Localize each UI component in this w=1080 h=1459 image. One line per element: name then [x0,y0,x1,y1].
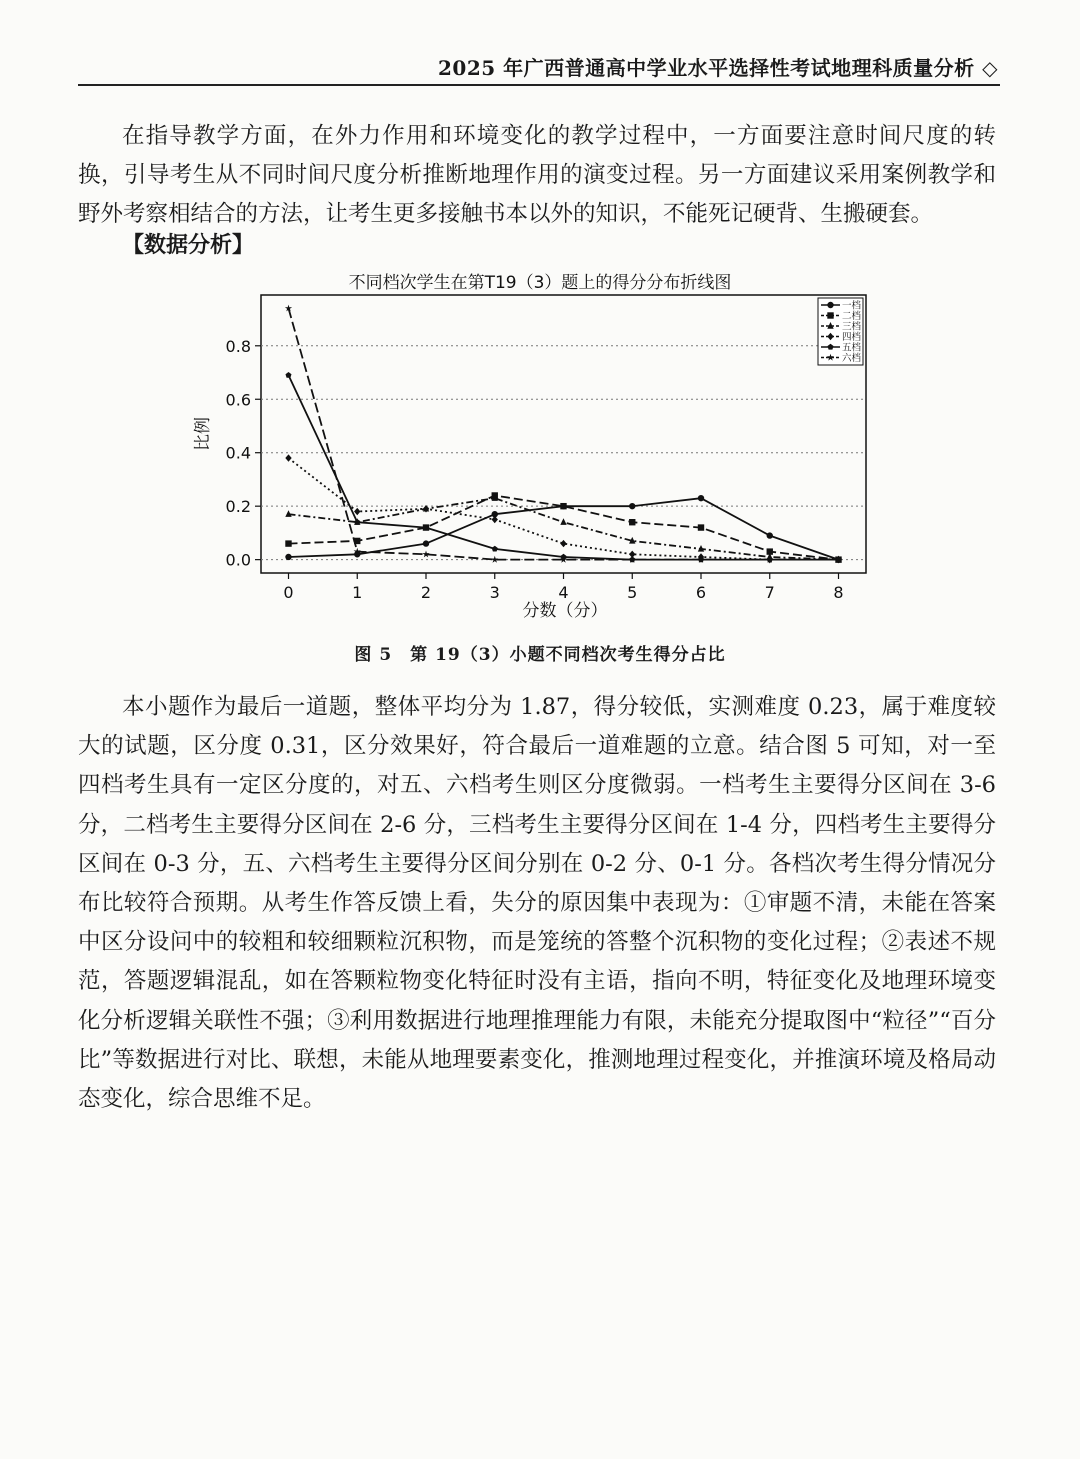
axis-ticks [226,337,844,602]
data-point [698,524,704,530]
y-axis-label: 比例 [193,417,213,451]
data-point [285,540,291,546]
chart-svg [180,262,890,632]
chart-title: 不同档次学生在第T19（3）题上的得分分布折线图 [348,273,732,293]
section-heading: 【数据分析】 [122,232,255,258]
y-tick-label: 0.4 [225,443,251,463]
data-point [354,508,360,515]
data-point [698,495,704,501]
data-point [492,546,498,552]
score-distribution-chart [180,262,890,632]
x-tick-label: 8 [833,583,844,602]
x-tick-label: 6 [695,583,707,602]
analysis-paragraph: 本小题作为最后一道题，整体平均分为 1.87，得分较低，实测难度 0.23，属于难度较大的试题，区分度 0.31，区分效果好，符合最后一道难题的立意。结合图 5 可知，对一至四档考生具有一定区分度的，对五、六档考生则区分度微弱。一档考生主要得分区间在 3-6 分，二档考生主要得分区间在 2-6 分，三档考生主要得分区间在 1-4 分，四档考生主要得分区间在 0-3 分，五、六档考生主要得分区间分别在 0-2 分、0-1 分。各档次考生得分情况分布比较符合预期。从考生作答反馈上看，失分的原因集中表现为：①审题不清，未能在答案中区分设问中的较粗和较细颗粒沉积物，而是笼统的答整个沉积物的变化过程；②表述不规范，答题逻辑混乱，如在答颗粒物变化特征时没有主语，指向不明，特征变化及地理环境变化分析逻辑关联性不强；③利用数据进行地理推理能力有限，未能充分提取图中“粒径”“百分比”等数据进行对比、联想，未能从地理要素变化，推测地理过程变化，并推演环境及格局动态变化，综合思维不足。 [78,694,996,1113]
x-tick-label: 1 [352,583,363,602]
legend [818,298,863,365]
legend-label: 五档 [842,342,862,354]
running-header: 2025 年广西普通高中学业水平选择性考试地理科质量分析 ◇ [438,56,998,80]
data-point [423,540,429,546]
data-point [286,372,292,378]
data-point [560,540,566,547]
x-tick-label: 3 [489,583,500,602]
x-tick-label: 5 [627,583,638,602]
data-point [629,503,635,509]
data-point [491,556,498,563]
data-point [560,518,566,525]
x-tick-label: 2 [420,583,432,602]
data-point [354,519,360,525]
x-tick-label: 0 [283,583,294,602]
data-point [629,519,635,525]
intro-paragraph: 在指导教学方面，在外力作用和环境变化的教学过程中，一方面要注意时间尺度的转换，引导考生从不同时间尺度分析推断地理作用的演变过程。另一方面建议采用案例教学和野外考察相结合的方法，让考生更多接触书本以外的知识，不能死记硬背、生搬硬套。 [78,123,996,227]
legend-label: 四档 [842,332,862,343]
x-tick-label: 7 [764,583,775,602]
legend-label: 三档 [842,321,862,333]
y-tick-label: 0.2 [225,497,251,517]
legend-marker [827,302,833,308]
series-line-5 [289,375,839,559]
x-axis-label: 分数（分） [522,601,608,621]
data-point [285,454,291,461]
figure-caption: 图 5 第 19（3）小题不同档次考生得分占比 [354,645,726,665]
data-point [285,510,291,517]
data-point [560,503,566,509]
legend-label: 六档 [842,353,862,364]
x-tick-label: 4 [558,583,569,602]
data-point [767,532,773,538]
grid-lines [261,346,866,560]
legend-label: 二档 [842,311,862,322]
y-tick-label: 0.0 [225,550,251,570]
data-point [285,554,291,560]
y-tick-label: 0.6 [225,390,251,410]
y-tick-label: 0.8 [225,336,251,356]
header-rule [78,84,1000,86]
legend-marker [827,312,833,318]
data-point [492,516,498,523]
legend-label: 一档 [842,300,862,312]
series-lines [285,305,842,564]
